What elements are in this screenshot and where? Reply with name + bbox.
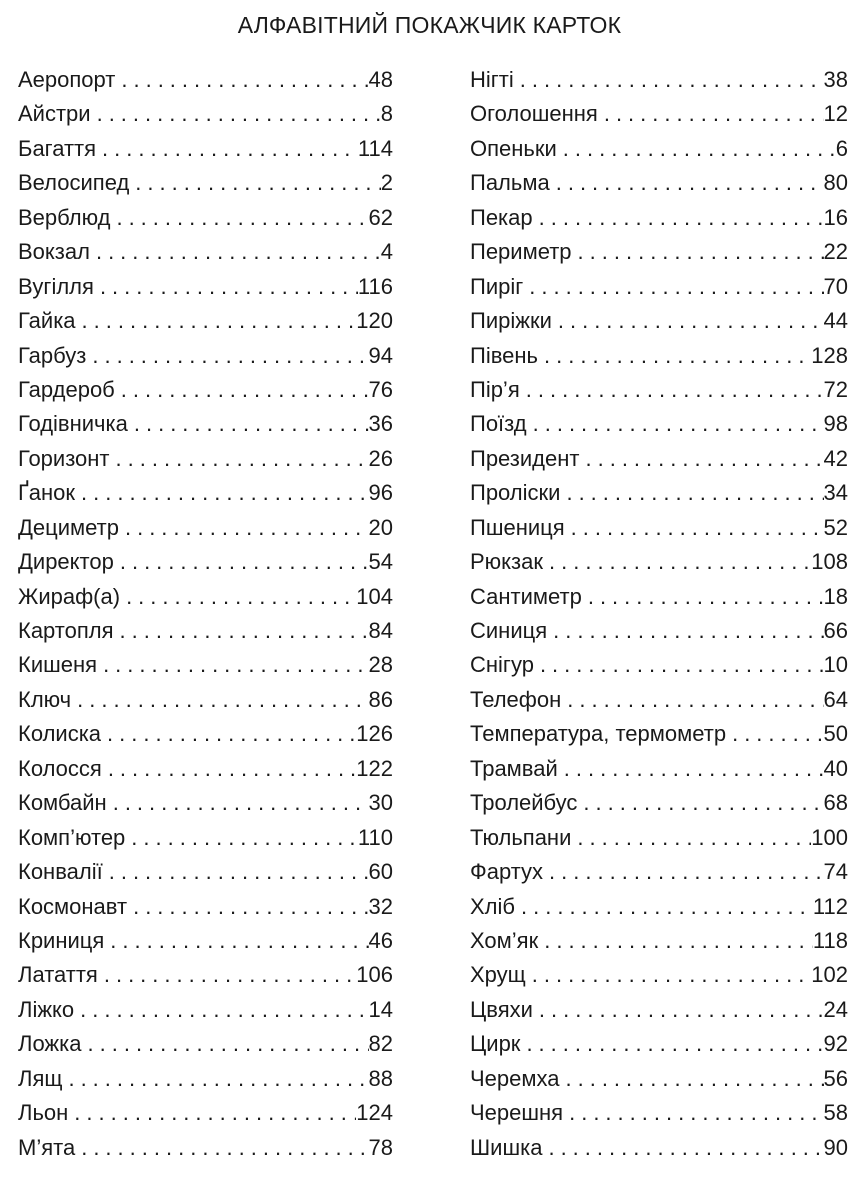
dot-leader xyxy=(104,924,368,958)
index-page-number: 48 xyxy=(368,67,393,92)
index-page-number: 124 xyxy=(356,1100,393,1126)
dot-leader xyxy=(120,580,356,614)
index-page-number: 122 xyxy=(356,755,393,781)
index-term: Аеропорт xyxy=(18,67,116,92)
dot-leader xyxy=(543,545,811,579)
index-page-number: 102 xyxy=(811,962,848,988)
index-term: Ґанок xyxy=(18,480,75,506)
dot-leader xyxy=(62,1062,368,1096)
index-term: Цирк xyxy=(470,1031,521,1057)
index-page-number: 68 xyxy=(823,790,848,816)
index-page-number: 70 xyxy=(823,273,848,299)
dot-leader xyxy=(547,614,823,648)
index-entry xyxy=(470,614,848,648)
index-term: Вугілля xyxy=(18,273,94,299)
dot-leader xyxy=(107,786,369,820)
dot-leader xyxy=(550,166,824,200)
index-entry xyxy=(18,63,393,97)
dot-leader xyxy=(534,648,824,682)
dot-leader xyxy=(520,373,824,407)
index-term: Хліб xyxy=(470,893,515,919)
index-term: Конвалії xyxy=(18,859,103,885)
dot-leader xyxy=(115,373,369,407)
dot-leader xyxy=(563,1096,823,1130)
dot-leader xyxy=(128,407,369,441)
index-page-number: 2 xyxy=(380,170,393,196)
index-term: Багаття xyxy=(18,135,97,161)
index-entry xyxy=(470,166,848,200)
index-page-number: 118 xyxy=(812,927,848,953)
index-entry xyxy=(470,993,848,1027)
index-entry xyxy=(18,924,393,958)
index-term: Директор xyxy=(18,549,114,575)
dot-leader xyxy=(68,1096,356,1130)
dot-leader xyxy=(561,683,823,717)
index-entry xyxy=(18,855,393,889)
index-term: Картопля xyxy=(18,618,114,643)
dot-leader xyxy=(520,1027,823,1061)
dot-leader xyxy=(110,201,368,235)
index-term: Годівничка xyxy=(18,411,128,437)
index-term: Тролейбус xyxy=(470,790,578,816)
dot-leader xyxy=(94,270,358,304)
index-term: Рюкзак xyxy=(470,549,543,575)
index-entry xyxy=(18,201,393,235)
index-page-number: 120 xyxy=(356,308,393,334)
index-entry xyxy=(470,132,848,166)
dot-leader xyxy=(571,821,811,855)
index-page-number: 38 xyxy=(823,67,848,92)
index-page-number: 40 xyxy=(823,755,848,781)
index-term: Черемха xyxy=(470,1065,560,1091)
dot-leader xyxy=(523,270,823,304)
index-page-number: 44 xyxy=(823,308,848,334)
index-page-number: 52 xyxy=(823,514,848,540)
index-entry xyxy=(18,511,393,545)
index-term: Пиріг xyxy=(470,273,524,299)
index-page-number: 28 xyxy=(368,652,393,678)
index-entry xyxy=(18,132,393,166)
index-page-number: 16 xyxy=(823,204,848,230)
index-page-number: 96 xyxy=(368,480,393,506)
dot-leader xyxy=(577,786,823,820)
index-page-number: 66 xyxy=(823,618,848,643)
index-term: Фартух xyxy=(470,859,544,885)
index-entry xyxy=(470,63,848,97)
dot-leader xyxy=(125,821,358,855)
dot-leader xyxy=(82,1027,369,1061)
index-term: Черешня xyxy=(470,1100,564,1126)
index-term: Синиця xyxy=(470,618,548,643)
dot-leader xyxy=(560,476,823,510)
index-entry xyxy=(470,648,848,682)
dot-leader xyxy=(103,855,369,889)
dot-leader xyxy=(96,132,358,166)
index-entry xyxy=(18,993,393,1027)
index-entry xyxy=(18,545,393,579)
dot-leader xyxy=(582,580,824,614)
index-page-number: 8 xyxy=(380,101,393,127)
dot-leader xyxy=(542,1131,823,1165)
index-page-number: 98 xyxy=(823,411,848,437)
index-column-right xyxy=(470,63,848,1165)
index-term: Лящ xyxy=(18,1065,63,1091)
index-entry xyxy=(470,786,848,820)
index-page-number: 36 xyxy=(368,411,393,437)
index-term: Ключ xyxy=(18,686,72,712)
dot-leader xyxy=(102,752,356,786)
index-entry xyxy=(18,683,393,717)
index-page-number: 58 xyxy=(823,1100,848,1126)
index-entry xyxy=(18,1096,393,1130)
index-page-number: 60 xyxy=(368,859,393,885)
index-entry xyxy=(18,235,393,269)
index-page-number: 92 xyxy=(823,1031,848,1057)
index-term: Пиріжки xyxy=(470,308,552,334)
dot-leader xyxy=(533,201,824,235)
dot-leader xyxy=(71,683,368,717)
index-entry xyxy=(470,1062,848,1096)
dot-leader xyxy=(114,545,369,579)
index-page-number: 104 xyxy=(356,583,393,609)
index-term: Латаття xyxy=(18,962,98,988)
dot-leader xyxy=(90,235,381,269)
index-entry xyxy=(470,304,848,338)
index-entry xyxy=(18,1027,393,1061)
index-entry xyxy=(470,752,848,786)
index-page-number: 82 xyxy=(368,1031,393,1057)
index-entry xyxy=(470,373,848,407)
index-entry xyxy=(470,683,848,717)
index-term: Горизонт xyxy=(18,445,110,471)
index-term: Периметр xyxy=(470,239,572,265)
index-entry xyxy=(470,511,848,545)
index-term: Хом’як xyxy=(470,927,539,953)
index-term: Оголошення xyxy=(470,101,598,127)
index-page-number: 18 xyxy=(823,583,848,609)
index-entry xyxy=(18,166,393,200)
dot-leader xyxy=(76,304,357,338)
index-term: Тюльпани xyxy=(470,824,572,850)
index-entry xyxy=(470,97,848,131)
dot-leader xyxy=(114,614,369,648)
index-entry xyxy=(470,958,848,992)
index-term: Проліски xyxy=(470,480,561,506)
index-entry xyxy=(470,890,848,924)
index-page-number: 74 xyxy=(823,859,848,885)
index-page-number: 108 xyxy=(811,549,848,575)
index-entry xyxy=(470,235,848,269)
index-page-number: 10 xyxy=(823,652,848,678)
dot-leader xyxy=(579,442,823,476)
dot-leader xyxy=(598,97,824,131)
dot-leader xyxy=(565,511,824,545)
index-term: Вокзал xyxy=(18,239,90,265)
dot-leader xyxy=(538,339,811,373)
index-entry xyxy=(18,786,393,820)
index-term: Цвяхи xyxy=(470,996,533,1022)
index-page-number: 100 xyxy=(811,824,848,850)
index-term: Кишеня xyxy=(18,652,98,678)
index-page-number: 14 xyxy=(368,996,393,1022)
index-entry xyxy=(470,580,848,614)
index-term: Сантиметр xyxy=(470,583,582,609)
index-term: Колиска xyxy=(18,721,102,747)
dot-leader xyxy=(526,958,812,992)
dot-leader xyxy=(543,855,823,889)
dot-leader xyxy=(127,890,368,924)
index-page-number: 22 xyxy=(823,239,848,265)
index-term: Президент xyxy=(470,445,580,471)
index-term: Комп’ютер xyxy=(18,824,126,850)
index-term: Гарбуз xyxy=(18,342,87,368)
index-entry xyxy=(18,821,393,855)
dot-leader xyxy=(110,442,369,476)
index-term: Телефон xyxy=(470,686,562,712)
index-page-number: 126 xyxy=(356,721,393,747)
dot-leader xyxy=(538,924,813,958)
index-entry xyxy=(470,1096,848,1130)
index-page-number: 24 xyxy=(823,996,848,1022)
index-term: Гайка xyxy=(18,308,76,334)
dot-leader xyxy=(552,304,824,338)
dot-leader xyxy=(98,958,356,992)
index-entry xyxy=(18,580,393,614)
index-page-number: 88 xyxy=(368,1065,393,1091)
dot-leader xyxy=(101,717,356,751)
index-term: Температура, термометр xyxy=(470,721,727,747)
index-page-number: 4 xyxy=(380,239,393,265)
dot-leader xyxy=(115,63,368,97)
index-entry xyxy=(470,442,848,476)
index-term: Пшениця xyxy=(470,514,565,540)
index-page-number: 90 xyxy=(823,1134,848,1160)
index-entry xyxy=(470,270,848,304)
index-page-number: 84 xyxy=(368,618,393,643)
index-page-number: 110 xyxy=(357,824,393,850)
index-entry xyxy=(470,855,848,889)
index-term: Півень xyxy=(470,342,538,368)
index-entry xyxy=(470,1131,848,1165)
index-page-number: 54 xyxy=(368,549,393,575)
dot-leader xyxy=(74,993,368,1027)
index-term: Ложка xyxy=(18,1031,82,1057)
dot-leader xyxy=(75,1131,368,1165)
page-title: АЛФАВІТНИЙ ПОКАЖЧИК КАРТОК xyxy=(237,12,622,38)
index-entry xyxy=(470,717,848,751)
index-entry xyxy=(18,1062,393,1096)
index-entry xyxy=(18,890,393,924)
dot-leader xyxy=(726,717,823,751)
index-page-number: 26 xyxy=(368,445,393,471)
dot-leader xyxy=(75,476,369,510)
dot-leader xyxy=(515,890,813,924)
dot-leader xyxy=(572,235,824,269)
dot-leader xyxy=(558,752,824,786)
index-term: Пір’я xyxy=(470,376,520,402)
index-page-number: 6 xyxy=(835,135,848,161)
index-page-number: 80 xyxy=(823,170,848,196)
index-entry xyxy=(18,373,393,407)
index-term: Колосся xyxy=(18,755,102,781)
index-term: Снігур xyxy=(470,652,534,678)
dot-leader xyxy=(86,339,368,373)
index-page-number: 116 xyxy=(357,273,393,299)
index-term: Жираф(а) xyxy=(18,583,121,609)
index-page-number: 94 xyxy=(368,342,393,368)
index-entry xyxy=(18,442,393,476)
dot-leader xyxy=(119,511,369,545)
index-page-number: 32 xyxy=(368,893,393,919)
index-term: Гардероб xyxy=(18,376,115,402)
index-entry xyxy=(18,270,393,304)
index-entry xyxy=(18,476,393,510)
index-term: Верблюд xyxy=(18,204,111,230)
index-entry xyxy=(18,717,393,751)
index-term: Комбайн xyxy=(18,790,107,816)
dot-leader xyxy=(527,407,824,441)
index-entry xyxy=(470,924,848,958)
index-page-number: 114 xyxy=(357,135,393,161)
index-term: Шишка xyxy=(470,1134,543,1160)
index-term: Дециметр xyxy=(18,514,119,540)
index-entry xyxy=(470,545,848,579)
index-entry xyxy=(470,476,848,510)
index-page-number: 12 xyxy=(823,101,848,127)
dot-leader xyxy=(129,166,380,200)
index-term: Нігті xyxy=(470,67,514,92)
index-term: М’ята xyxy=(18,1134,76,1160)
index-entry xyxy=(470,1027,848,1061)
index-term: Велосипед xyxy=(18,170,130,196)
index-column-left xyxy=(18,63,393,1165)
index-entry xyxy=(470,821,848,855)
index-page-number: 112 xyxy=(812,893,848,919)
index-page-number: 42 xyxy=(823,445,848,471)
dot-leader xyxy=(91,97,381,131)
index-page-number: 20 xyxy=(368,514,393,540)
index-entry xyxy=(470,339,848,373)
index-term: Криниця xyxy=(18,927,105,953)
index-entry xyxy=(18,752,393,786)
index-page-number: 46 xyxy=(368,927,393,953)
index-term: Пекар xyxy=(470,204,533,230)
index-entry xyxy=(470,407,848,441)
index-page-number: 78 xyxy=(368,1134,393,1160)
index-page-number: 72 xyxy=(823,376,848,402)
index-term: Космонавт xyxy=(18,893,128,919)
index-page-number: 86 xyxy=(368,686,393,712)
dot-leader xyxy=(559,1062,823,1096)
index-term: Льон xyxy=(18,1100,69,1126)
index-entry xyxy=(18,958,393,992)
index-term: Ліжко xyxy=(18,996,75,1022)
dot-leader xyxy=(533,993,824,1027)
index-page-number: 30 xyxy=(368,790,393,816)
index-term: Пальма xyxy=(470,170,550,196)
index-page-number: 62 xyxy=(368,204,393,230)
index-entry xyxy=(18,648,393,682)
index-page-number: 64 xyxy=(823,686,848,712)
dot-leader xyxy=(557,132,836,166)
index-term: Поїзд xyxy=(470,411,527,437)
index-page-number: 34 xyxy=(823,480,848,506)
index-term: Хрущ xyxy=(470,962,526,988)
index-entry xyxy=(18,97,393,131)
index-term: Айстри xyxy=(18,101,91,127)
index-page-number: 128 xyxy=(811,342,848,368)
index-entry xyxy=(18,304,393,338)
index-entry xyxy=(470,201,848,235)
index-term: Трамвай xyxy=(470,755,558,781)
index-term: Опеньки xyxy=(470,135,557,161)
index-entry xyxy=(18,1131,393,1165)
index-page-number: 76 xyxy=(368,376,393,402)
index-page-number: 106 xyxy=(356,962,393,988)
index-entry xyxy=(18,339,393,373)
index-entry xyxy=(18,614,393,648)
index-entry xyxy=(18,407,393,441)
index-page-number: 50 xyxy=(823,721,848,747)
index-page-number: 56 xyxy=(823,1065,848,1091)
dot-leader xyxy=(97,648,368,682)
dot-leader xyxy=(514,63,824,97)
